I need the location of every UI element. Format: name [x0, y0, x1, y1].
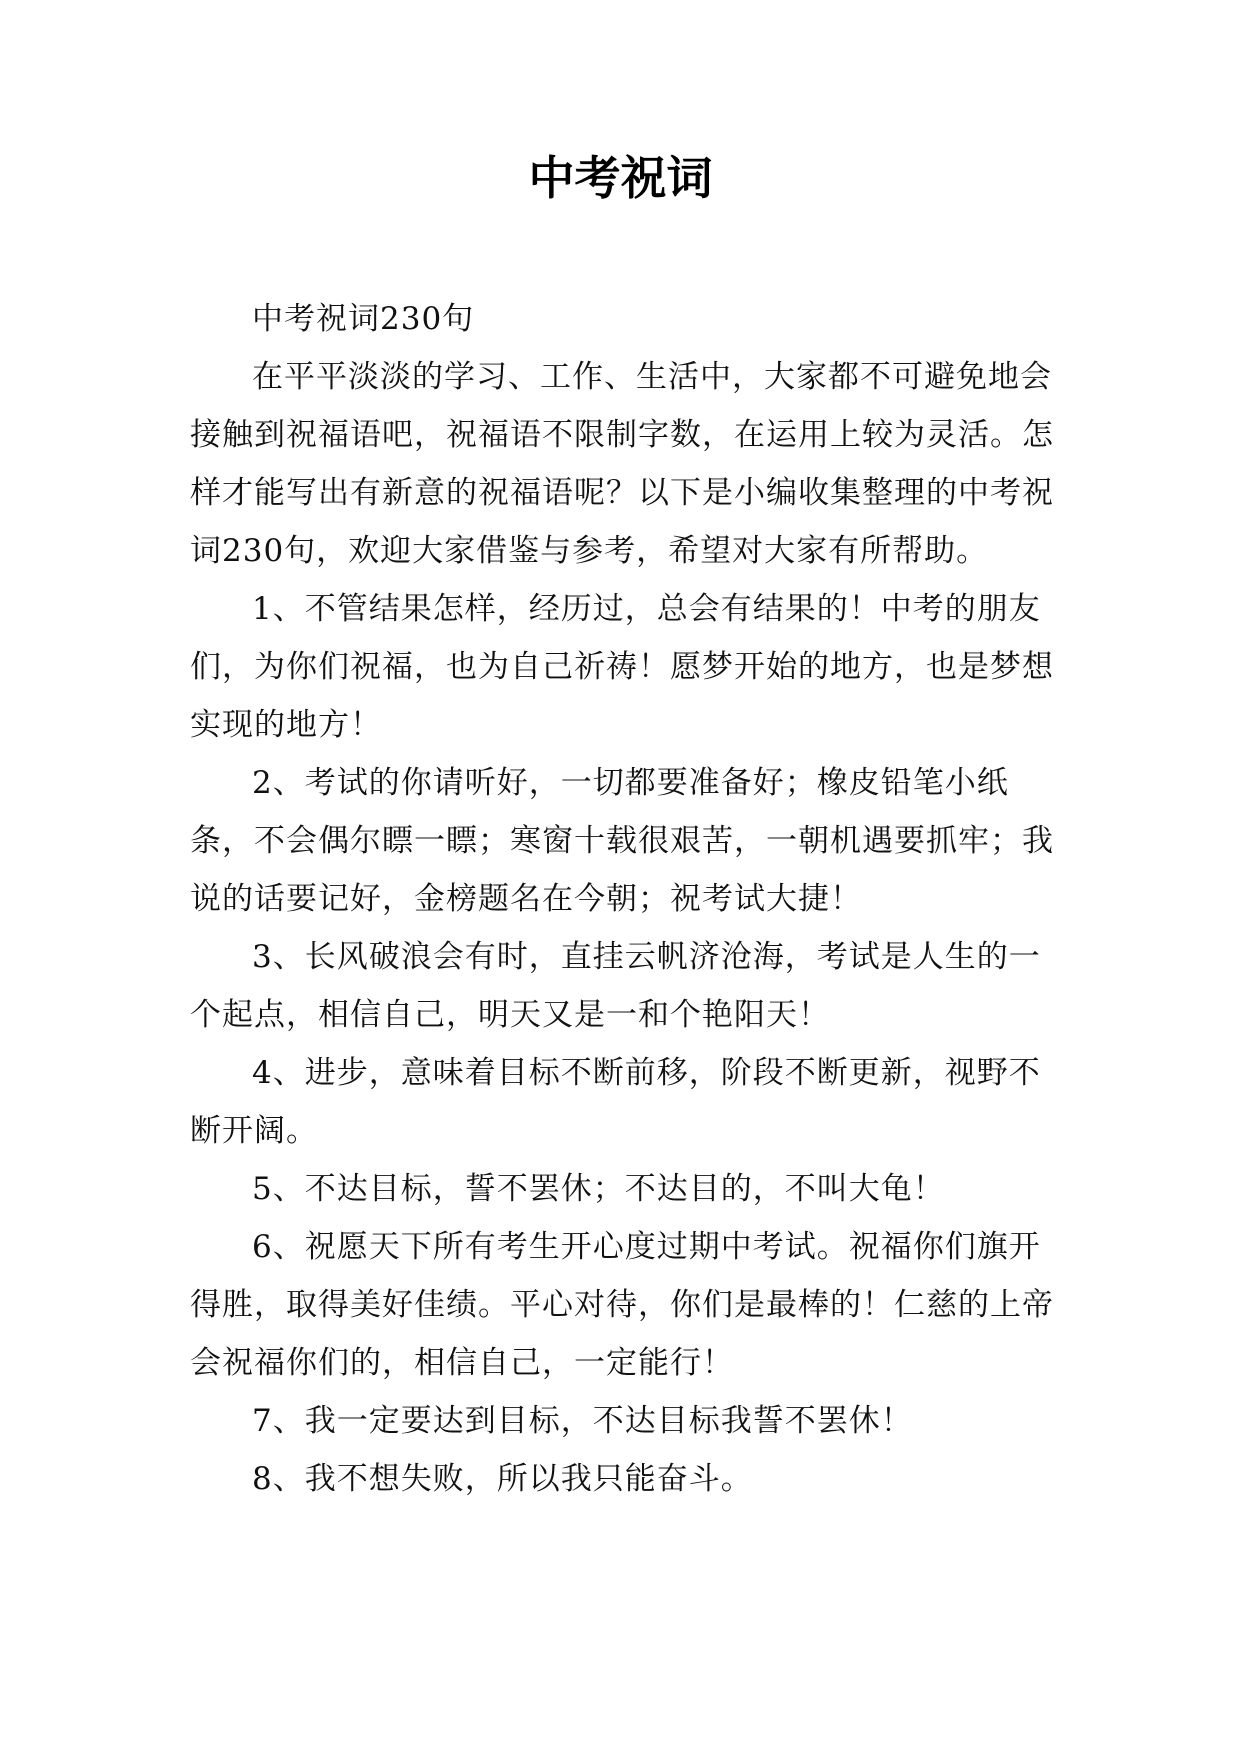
list-item-2: 2、考试的你请听好，一切都要准备好；橡皮铅笔小纸条，不会偶尔瞟一瞟；寒窗十载很艰苦，一朝机遇要抓牢；我说的话要记好，金榜题名在今朝；祝考试大捷！ — [190, 765, 1054, 917]
list-item-1: 1、不管结果怎样，经历过，总会有结果的！中考的朋友们，为你们祝福，也为自己祈祷！愿梦开始的地方，也是梦想实现的地方！ — [190, 591, 1054, 743]
list-item-8: 8、我不想失败，所以我只能奋斗。 — [252, 1461, 753, 1497]
subtitle-paragraph: 中考祝词230句 — [252, 301, 475, 337]
intro-paragraph: 在平平淡淡的学习、工作、生活中，大家都不可避免地会接触到祝福语吧，祝福语不限制字数，在运用上较为灵活。怎样才能写出有新意的祝福语呢？以下是小编收集整理的中考祝词230句，欢迎大家借鉴与参考，希望对大家有所帮助。 — [190, 359, 1054, 569]
list-item-3: 3、长风破浪会有时，直挂云帆济沧海，考试是人生的一个起点，相信自己，明天又是一和个艳阳天！ — [190, 939, 1041, 1033]
list-item-4: 4、进步，意味着目标不断前移，阶段不断更新，视野不断开阔。 — [190, 1055, 1041, 1149]
list-item-5: 5、不达目标，誓不罢休；不达目的，不叫大龟！ — [252, 1171, 945, 1207]
document-title: 中考祝词 — [528, 151, 713, 205]
document-body — [190, 290, 1065, 1508]
list-item-7: 7、我一定要达到目标，不达目标我誓不罢休！ — [252, 1403, 913, 1439]
list-item-6: 6、祝愿天下所有考生开心度过期中考试。祝福你们旗开得胜，取得美好佳绩。平心对待，你们是最棒的！仁慈的上帝会祝福你们的，相信自己，一定能行！ — [190, 1229, 1054, 1381]
